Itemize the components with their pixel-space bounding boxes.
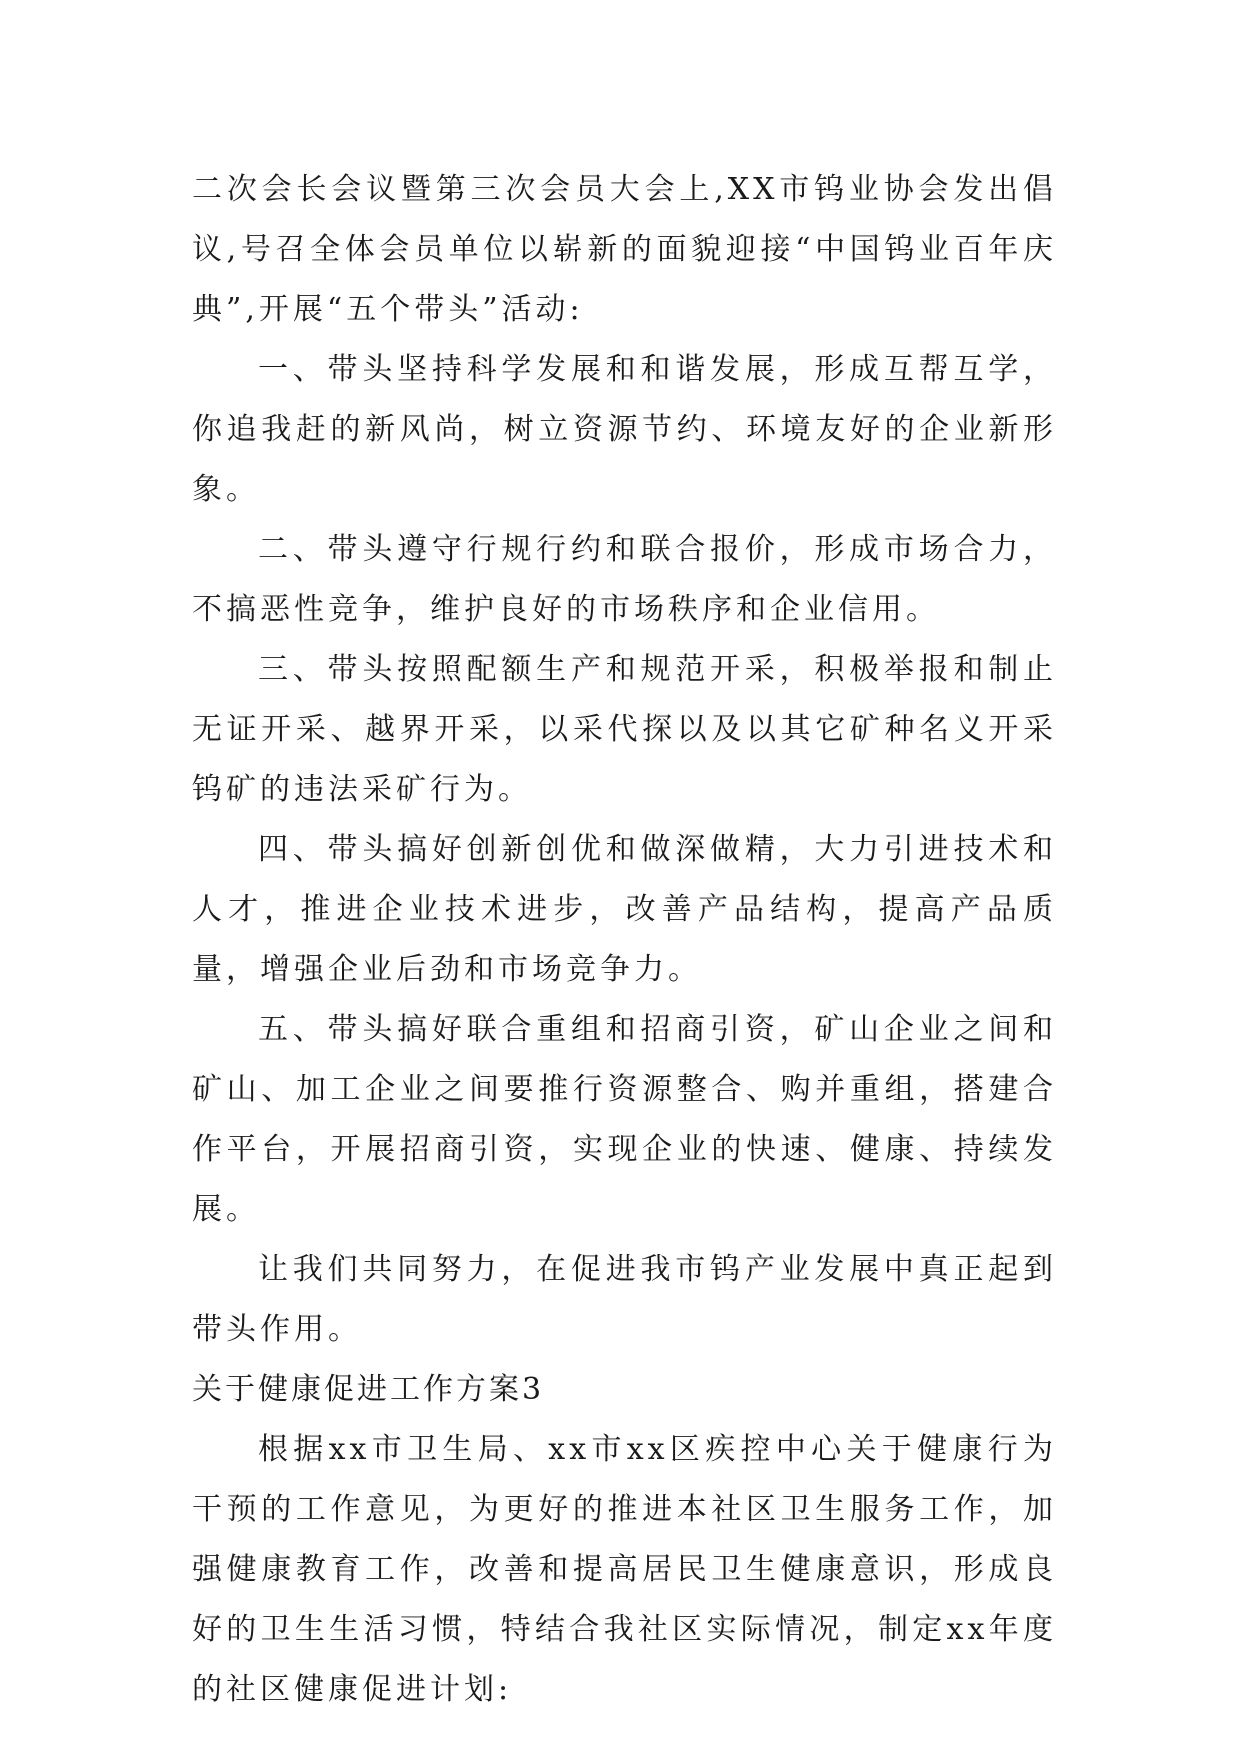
- initiative-item-2: 二、带头遵守行规行约和联合报价，形成市场合力，不搞恶性竞争，维护良好的市场秩序和企业信用。: [192, 532, 1057, 627]
- document-body: [192, 160, 1057, 1720]
- initiative-item-5: 五、带头搞好联合重组和招商引资，矿山企业之间和矿山、加工企业之间要推行资源整合、购并重组，搭建合作平台，开展招商引资，实现企业的快速、健康、持续发展。: [192, 1012, 1057, 1227]
- section-title: 关于健康促进工作方案3: [192, 1372, 545, 1407]
- closing-paragraph: 让我们共同努力，在促进我市钨产业发展中真正起到带头作用。: [192, 1252, 1057, 1347]
- initiative-item-4: 四、带头搞好创新创优和做深做精，大力引进技术和人才，推进企业技术进步，改善产品结构，提高产品质量，增强企业后劲和市场竞争力。: [192, 832, 1057, 987]
- section-body-paragraph: 根据xx市卫生局、xx市xx区疾控中心关于健康行为干预的工作意见，为更好的推进本社区卫生服务工作，加强健康教育工作，改善和提高居民卫生健康意识，形成良好的卫生生活习惯，特结合我社区实际情况，制定xx年度的社区健康促进计划:: [192, 1432, 1057, 1707]
- initiative-item-1: 一、带头坚持科学发展和和谐发展，形成互帮互学，你追我赶的新风尚，树立资源节约、环境友好的企业新形象。: [192, 352, 1057, 507]
- initiative-item-3: 三、带头按照配额生产和规范开采，积极举报和制止无证开采、越界开采，以采代探以及以其它矿种名义开采钨矿的违法采矿行为。: [192, 652, 1057, 807]
- intro-paragraph: 二次会长会议暨第三次会员大会上,XX市钨业协会发出倡议,号召全体会员单位以崭新的面貌迎接“中国钨业百年庆典”,开展“五个带头”活动:: [192, 172, 1057, 327]
